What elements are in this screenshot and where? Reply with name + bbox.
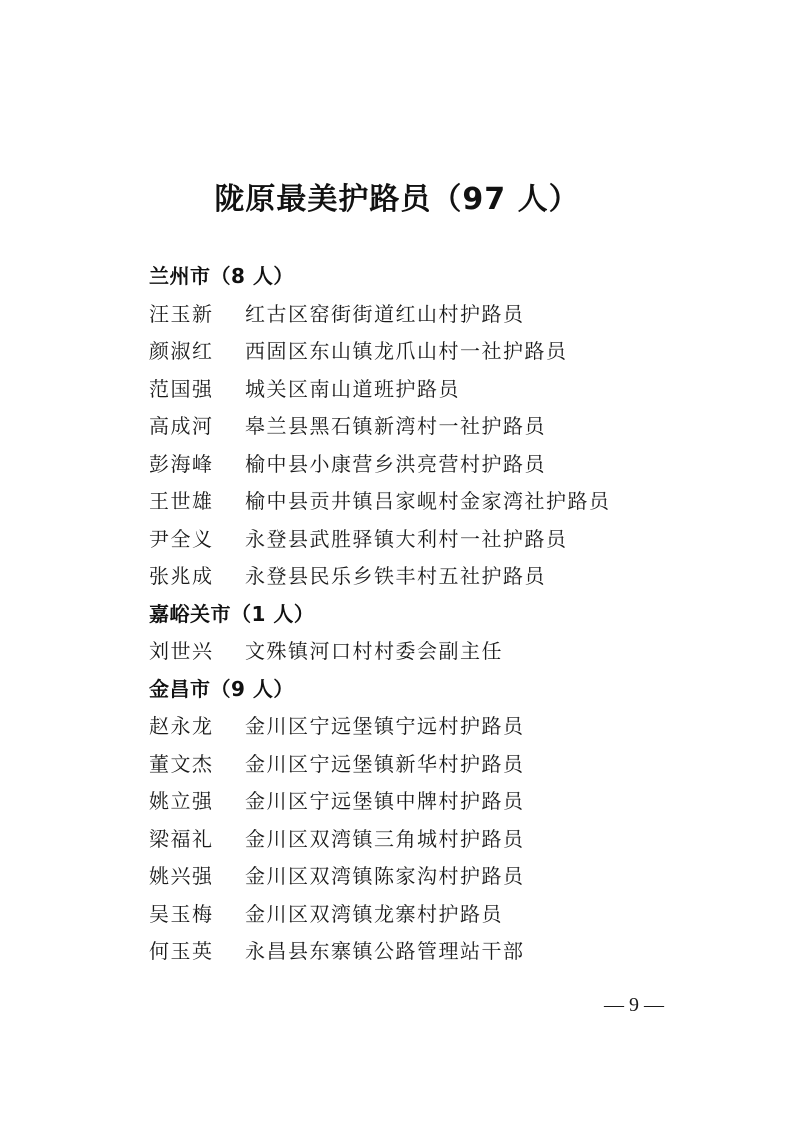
list-item: [149, 896, 709, 934]
section-header-jinchang: 金昌市（9 人）: [149, 676, 294, 701]
person-role: 金川区双湾镇三角城村护路员: [245, 826, 525, 851]
person-name: 汪玉新: [149, 301, 214, 326]
list-item: [149, 783, 709, 821]
list-item: [149, 446, 709, 484]
person-name: 姚兴强: [149, 864, 214, 888]
list-item: [149, 821, 709, 859]
person-role: 文殊镇河口村村委会副主任: [245, 639, 503, 663]
person-name: 张兆成: [149, 564, 214, 588]
section-header-jiayuguan: 嘉峪关市（1 人）: [149, 601, 315, 626]
person-name: 高成河: [149, 414, 214, 438]
person-role: 城关区南山道班护路员: [245, 376, 460, 401]
person-name: 梁福礼: [149, 826, 214, 851]
list-item: [149, 746, 709, 784]
list-item: [149, 558, 709, 596]
person-name: 何玉英: [149, 939, 214, 963]
honoree-list: [149, 258, 709, 971]
list-item: [149, 521, 709, 559]
person-role: 金川区宁远堡镇中牌村护路员: [245, 789, 525, 813]
person-name: 颜淑红: [149, 339, 214, 363]
person-role: 金川区宁远堡镇宁远村护路员: [245, 714, 525, 738]
person-role: 榆中县贡井镇吕家岘村金家湾社护路员: [245, 489, 611, 513]
person-role: 榆中县小康营乡洪亮营村护路员: [245, 451, 546, 476]
person-name: 尹全义: [149, 526, 214, 551]
list-item: [149, 633, 709, 671]
person-role: 永登县武胜驿镇大利村一社护路员: [245, 526, 568, 551]
person-role: 西固区东山镇龙爪山村一社护路员: [245, 339, 568, 363]
person-role: 永登县民乐乡铁丰村五社护路员: [245, 564, 546, 588]
person-name: 刘世兴: [149, 639, 214, 663]
person-name: 董文杰: [149, 751, 214, 776]
list-item: [149, 708, 709, 746]
list-item: [149, 371, 709, 409]
person-name: 范国强: [149, 376, 214, 401]
person-name: 彭海峰: [149, 451, 214, 476]
person-name: 吴玉梅: [149, 901, 214, 926]
person-role: 金川区宁远堡镇新华村护路员: [245, 751, 525, 776]
section-header-lanzhou: 兰州市（8 人）: [149, 264, 294, 288]
list-item: [149, 333, 709, 371]
list-item: [149, 296, 709, 334]
person-name: 姚立强: [149, 789, 214, 813]
person-name: 赵永龙: [149, 714, 214, 738]
person-role: 红古区窑街街道红山村护路员: [245, 301, 525, 326]
page-title: 陇原最美护路员（97 人）: [214, 182, 580, 217]
list-item: [149, 933, 709, 971]
person-role: 金川区双湾镇陈家沟村护路员: [245, 864, 525, 888]
person-role: 永昌县东寨镇公路管理站干部: [245, 939, 525, 963]
person-role: 皋兰县黑石镇新湾村一社护路员: [245, 414, 546, 438]
person-name: 王世雄: [149, 489, 214, 513]
list-item: [149, 408, 709, 446]
list-item: [149, 858, 709, 896]
person-role: 金川区双湾镇龙寨村护路员: [245, 901, 503, 926]
page-number: — 9 —: [604, 994, 664, 1016]
list-item: [149, 483, 709, 521]
